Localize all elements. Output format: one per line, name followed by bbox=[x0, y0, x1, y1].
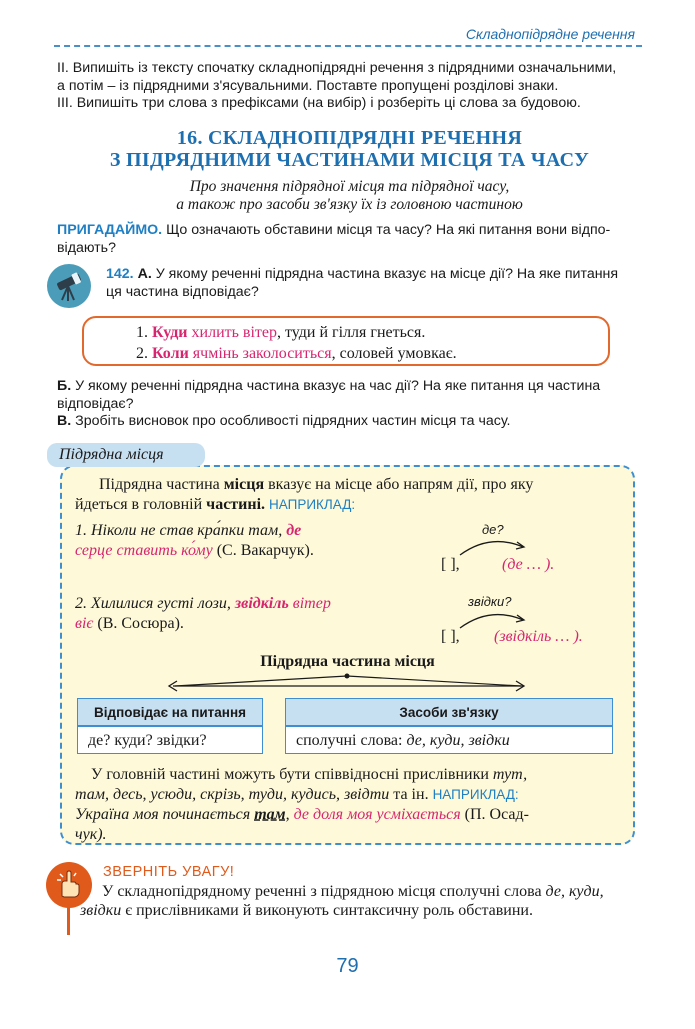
section-heading bbox=[57, 127, 642, 171]
rule-outro: У головній частині можуть бути співвідносні прислівники тут, bbox=[91, 766, 528, 783]
rule-intro: йдеться в головній частині. НАПРИКЛАД: bbox=[75, 496, 356, 513]
rule-outro-example: чук). bbox=[75, 826, 107, 843]
telescope-icon bbox=[47, 264, 91, 308]
rule-outro-example: Україна моя починається там, де доля моя усміхається (П. Осад- bbox=[75, 806, 529, 823]
recall-text: Що означають обставини місця та часу? На які питання вони відпо- bbox=[162, 222, 611, 238]
task-line: III. Випишіть три слова з префіксами (на вибір) і розберіть ці слова за будовою. bbox=[57, 95, 581, 111]
task-list bbox=[57, 60, 642, 113]
attention-text: У складнопідрядному реченні з підрядною місця сполучні слова де, куди, звідки є прислівниками й виконують синтаксичну роль обставини. bbox=[80, 883, 604, 919]
part-b-text: відповідає? bbox=[57, 395, 134, 412]
section-heading-line: З ПІДРЯДНИМИ ЧАСТИНАМИ МІСЦЯ ТА ЧАСУ bbox=[109, 149, 590, 171]
conjunction-word: Коли bbox=[152, 345, 189, 362]
section-subheading bbox=[57, 178, 642, 214]
question-label: звідки? bbox=[468, 594, 512, 609]
header-divider bbox=[54, 45, 642, 47]
parts-b-c bbox=[57, 378, 642, 431]
running-head: Складнопідрядне речення bbox=[465, 26, 635, 42]
scheme-main: [ ], bbox=[441, 556, 460, 573]
example-label: НАПРИКЛАД: bbox=[269, 497, 356, 512]
examples-box bbox=[82, 316, 610, 366]
task-line: а потім – із підрядними з'ясувальними. Поставте пропущені розділові знаки. bbox=[57, 77, 559, 94]
scheme-main: [ ], bbox=[441, 628, 460, 645]
section-heading-line: 16. СКЛАДНОПІДРЯДНІ РЕЧЕННЯ bbox=[176, 127, 523, 149]
example-label: НАПРИКЛАД: bbox=[432, 787, 519, 802]
branch-arrows-icon bbox=[165, 668, 530, 698]
subheading-line: Про значення підрядної місця та підрядної часу, bbox=[189, 178, 510, 195]
page-number: 79 bbox=[336, 955, 359, 977]
table-cell: сполучні слова: де, куди, звідки bbox=[285, 726, 613, 754]
rule-outro: там, десь, усюди, скрізь, туди, кудись, звідти та ін. НАПРИКЛАД: bbox=[75, 786, 519, 803]
question-label: де? bbox=[482, 522, 504, 537]
rule-tab-label: Підрядна місця bbox=[47, 443, 205, 467]
attention-title: ЗВЕРНІТЬ УВАГУ! bbox=[103, 864, 235, 880]
example-sentence: 1. Куди хилить вітер, туди й гілля гнеться. bbox=[136, 324, 426, 341]
part-a-text: У якому реченні підрядна частина вказує на місце дії? На яке питання bbox=[151, 266, 619, 282]
part-b-label: Б. bbox=[57, 378, 72, 394]
table-header: Засоби зв'язку bbox=[285, 698, 613, 726]
table-cell: де? куди? звідки? bbox=[77, 726, 263, 754]
recall-text: відають? bbox=[57, 240, 116, 256]
exercise-number: 142. bbox=[106, 266, 134, 282]
attention-bar bbox=[67, 905, 70, 935]
table-caption: Підрядна частина місця bbox=[260, 653, 435, 670]
part-a-label: А. bbox=[137, 266, 152, 282]
scheme-clause: (де … ). bbox=[502, 556, 555, 573]
part-c-label: В. bbox=[57, 413, 72, 429]
part-a-text: ця частина відповідає? bbox=[106, 284, 259, 300]
subheading-line: а також про засоби зв'язку їх із головною частиною bbox=[176, 196, 523, 213]
example-2: 2. Хилилися густі лози, звідкіль вітер віє (В. Сосюра). bbox=[75, 595, 331, 632]
example-1: 1. Ніколи не став кра́пки там, де серце ставить ко́му (С. Вакарчук). bbox=[75, 522, 314, 559]
part-c-text: Зробіть висновок про особливості підрядних частин місця та часу. bbox=[71, 413, 511, 429]
example-sentence: 2. Коли ячмінь заколоситься, соловей умовкає. bbox=[136, 345, 457, 362]
task-line: II. Випишіть із тексту спочатку складнопідрядні речення з підрядними означальними, bbox=[57, 60, 617, 76]
recall-block bbox=[57, 221, 642, 257]
table-header: Відповідає на питання bbox=[77, 698, 263, 726]
conjunction-word: Куди bbox=[152, 324, 188, 341]
exercise-142 bbox=[106, 265, 642, 301]
rule-intro: Підрядна частина місця вказує на місце або напрям дії, про яку bbox=[99, 476, 534, 493]
part-b-text: У якому реченні підрядна частина вказує на час дії? На яке питання ця частина bbox=[71, 378, 601, 394]
scheme-clause: (звідкіль … ). bbox=[494, 628, 583, 645]
recall-label: ПРИГАДАЙМО. bbox=[57, 222, 163, 238]
